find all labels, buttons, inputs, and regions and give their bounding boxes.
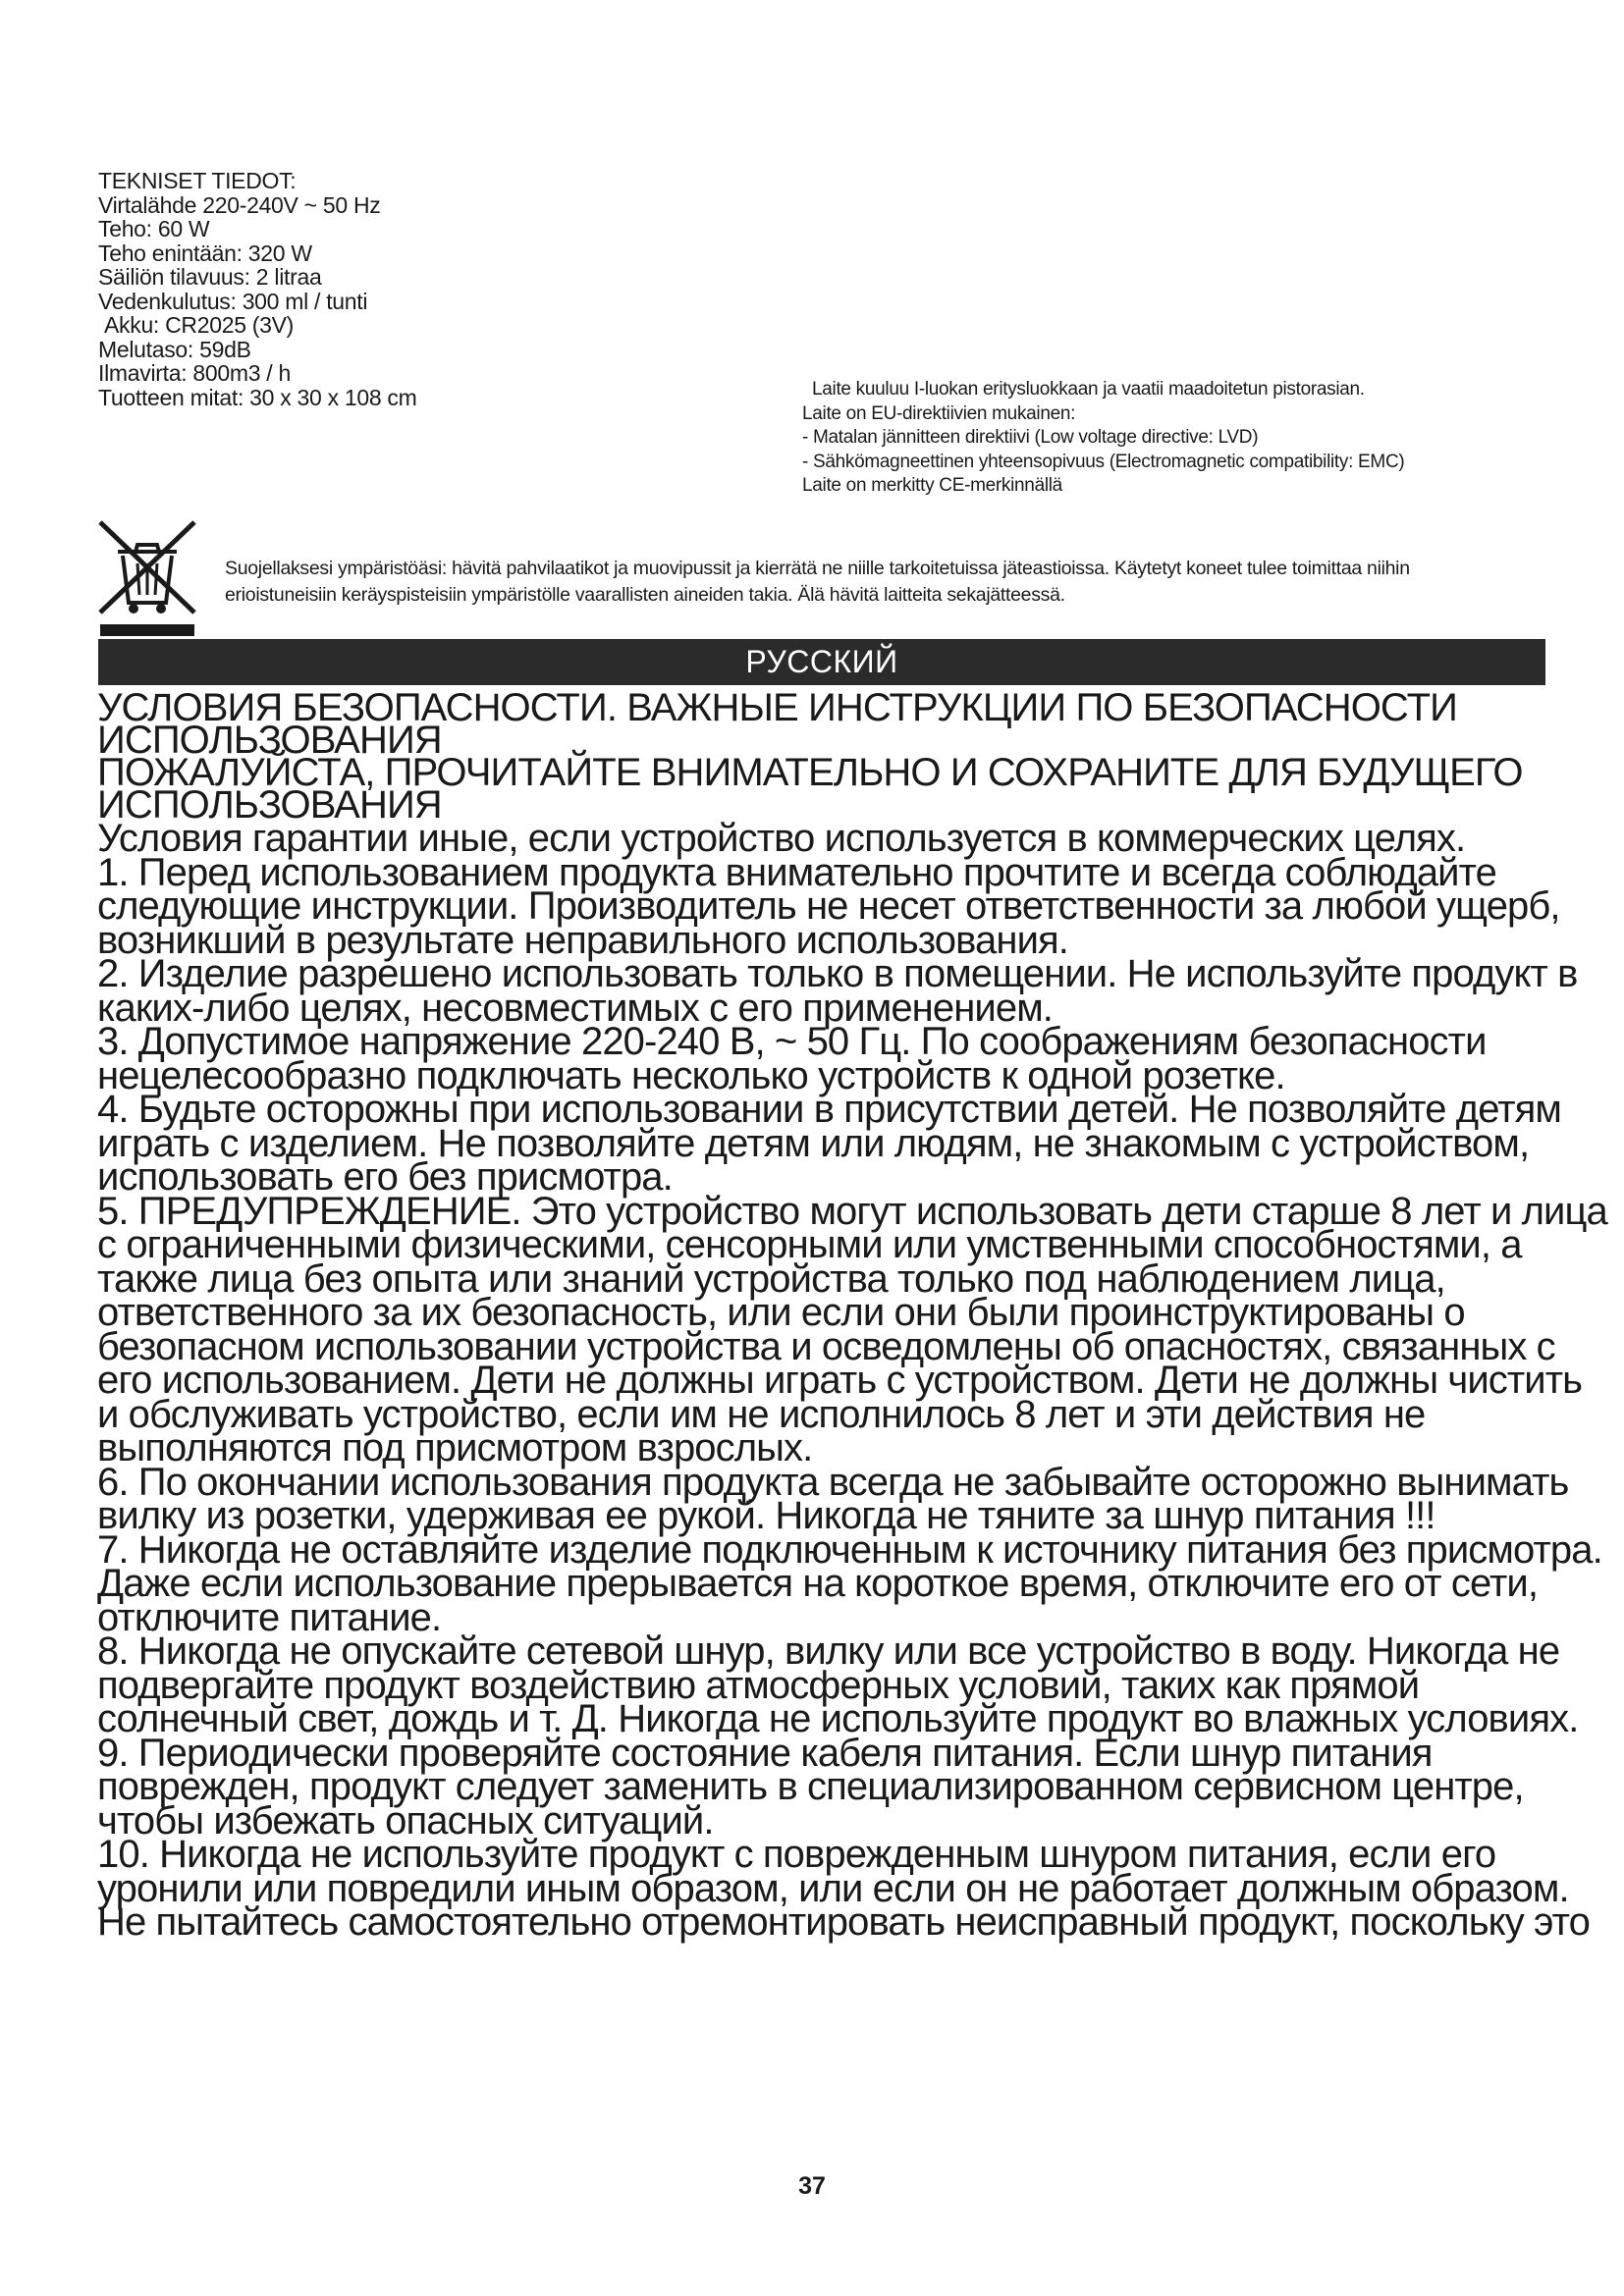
section-heading: УСЛОВИЯ БЕЗОПАСНОСТИ. ВАЖНЫЕ ИНСТРУКЦИИ ПО БЕЗОПАСНОСТИ (97, 686, 1457, 729)
spec-line: Teho enintään: 320 W (98, 240, 312, 266)
body-line: следующие инструкции. Производитель не несет ответственности за любой ущерб, (97, 884, 1560, 928)
spec-line: Melutaso: 59dB (98, 336, 251, 362)
body-line: поврежден, продукт следует заменить в специализированном сервисном центре, (97, 1765, 1524, 1808)
crossed-bin-icon (96, 518, 198, 638)
recycling-line: erioistuneisiin keräyspisteisiin ympäristölle vaarallisten aineiden takia. Älä hävitä laitteita sekajätteessä. (225, 584, 1065, 606)
spec-line: Ilmavirta: 800m3 / h (98, 360, 291, 386)
body-line: 10. Никогда не используйте продукт с поврежденным шнуром питания, если его (97, 1833, 1496, 1876)
body-line: 4. Будьте осторожны при использовании в присутствии детей. Не позволяйте детям (97, 1088, 1562, 1131)
page-number: 37 (798, 2172, 826, 2200)
spec-line: Teho: 60 W (98, 216, 210, 241)
body-line: также лица без опыта или знаний устройства только под наблюдением лица, (97, 1256, 1445, 1301)
body-line: Даже если использование прерывается на короткое время, отключите его от сети, (97, 1562, 1539, 1605)
section-heading: ПОЖАЛУЙСТА, ПРОЧИТАЙТЕ ВНИМАТЕЛЬНО И СОХРАНИТЕ ДЛЯ БУДУЩЕГО (97, 751, 1523, 794)
body-line: чтобы избежать опасных ситуаций. (97, 1798, 714, 1842)
section-heading: ИСПОЛЬЗОВАНИЯ (97, 719, 442, 762)
compliance-line: - Matalan jännitteen direktiivi (Low voltage directive: LVD) (802, 427, 1259, 448)
body-line: возникший в результате неправильного использования. (97, 918, 1068, 962)
spec-line: Tuotteen mitat: 30 x 30 x 108 cm (98, 384, 417, 410)
body-line: 2. Изделие разрешено использовать только в помещении. Не используйте продукт в (97, 952, 1578, 995)
russian-safety-text (97, 686, 1607, 1944)
body-line: нецелесообразно подключать несколько устройств к одной розетке. (97, 1053, 1285, 1097)
compliance-line: Laite on merkitty CE-merkinnällä (802, 475, 1062, 496)
body-line: 7. Никогда не оставляйте изделие подключенным к источнику питания без присмотра. (97, 1527, 1602, 1572)
body-line: 6. По окончании использования продукта всегда не забывайте осторожно вынимать (97, 1460, 1569, 1504)
section-heading: ИСПОЛЬЗОВАНИЯ (97, 783, 442, 827)
body-line: с ограниченными физическими, сенсорными или умственными способностями, а (97, 1223, 1522, 1266)
recycling-line: Suojellaksesi ympäristöäsi: hävitä pahvilaatikot ja muovipussit ja kierrätä ne niille tarkoitetuissa jäteastioissa. Käytetyt koneet tulee toimittaa niihin (225, 558, 1410, 579)
language-section-bar: РУССКИЙ (98, 639, 1545, 685)
technical-specs (98, 169, 687, 409)
body-line: и обслуживать устройство, если им не исполнилось 8 лет и эти действия не (97, 1392, 1426, 1436)
spec-line: Vedenkulutus: 300 ml / tunti (98, 288, 368, 314)
body-line: 5. ПРЕДУПРЕЖДЕНИЕ. Это устройство могут использовать дети старше 8 лет и лица (97, 1189, 1607, 1233)
compliance-line: - Sähkömagneettinen yhteensopivuus (Electromagnetic compatibility: EMC) (802, 451, 1405, 472)
body-line: подвергайте продукт воздействию атмосферных условий, таких как прямой (97, 1663, 1420, 1707)
body-line: играть с изделием. Не позволяйте детям или людям, не знакомым с устройством, (97, 1121, 1530, 1165)
spec-line: Säiliön tilavuus: 2 litraa (98, 264, 322, 290)
body-line: использовать его без присмотра. (97, 1155, 673, 1199)
body-line: безопасном использовании устройства и осведомлены об опасностях, связанных с (97, 1324, 1555, 1368)
compliance-line: Laite kuuluu I-luokan eritysluokkaan ja vaatii maadoitetun pistorasian. (812, 379, 1365, 400)
body-line: 8. Никогда не опускайте сетевой шнур, вилку или все устройство в воду. Никогда не (97, 1629, 1560, 1673)
compliance-line: Laite on EU-direktiivien mukainen: (802, 402, 1076, 424)
spec-line: Virtalähde 220-240V ~ 50 Hz (98, 191, 381, 218)
body-line: ответственного за их безопасность, или если они были проинструктированы о (97, 1291, 1465, 1334)
body-line: вилку из розетки, удерживая ее рукой. Никогда не тяните за шнур питания !!! (97, 1494, 1435, 1537)
recycling-notice (225, 556, 1580, 609)
spec-line: Akku: CR2025 (3V) (104, 312, 295, 338)
body-line: 1. Перед использованием продукта внимательно прочтите и всегда соблюдайте (97, 850, 1496, 894)
body-line: 3. Допустимое напряжение 220-240 В, ~ 50 Гц. По соображениям безопасности (97, 1020, 1487, 1063)
body-line: отключите питание. (97, 1595, 442, 1639)
body-line: его использованием. Дети не должны играть с устройством. Дети не должны чистить (97, 1359, 1583, 1402)
body-line: выполняются под присмотром взрослых. (97, 1426, 813, 1469)
compliance-info (802, 378, 1588, 499)
body-line: уронили или повредили иным образом, или если он не работает должным образом. (97, 1866, 1569, 1910)
body-line: каких-либо целях, несовместимых с его применением. (97, 986, 1054, 1030)
body-line: Условия гарантии иные, если устройство используется в коммерческих целях. (97, 817, 1466, 860)
specs-title: TEKNISET TIEDOT: (98, 168, 297, 193)
body-line: солнечный свет, дождь и т. Д. Никогда не используйте продукт во влажных условиях. (97, 1697, 1579, 1740)
body-line: Не пытайтесь самостоятельно отремонтировать неисправный продукт, поскольку это (97, 1900, 1590, 1944)
body-line: 9. Периодически проверяйте состояние кабеля питания. Если шнур питания (97, 1731, 1433, 1775)
